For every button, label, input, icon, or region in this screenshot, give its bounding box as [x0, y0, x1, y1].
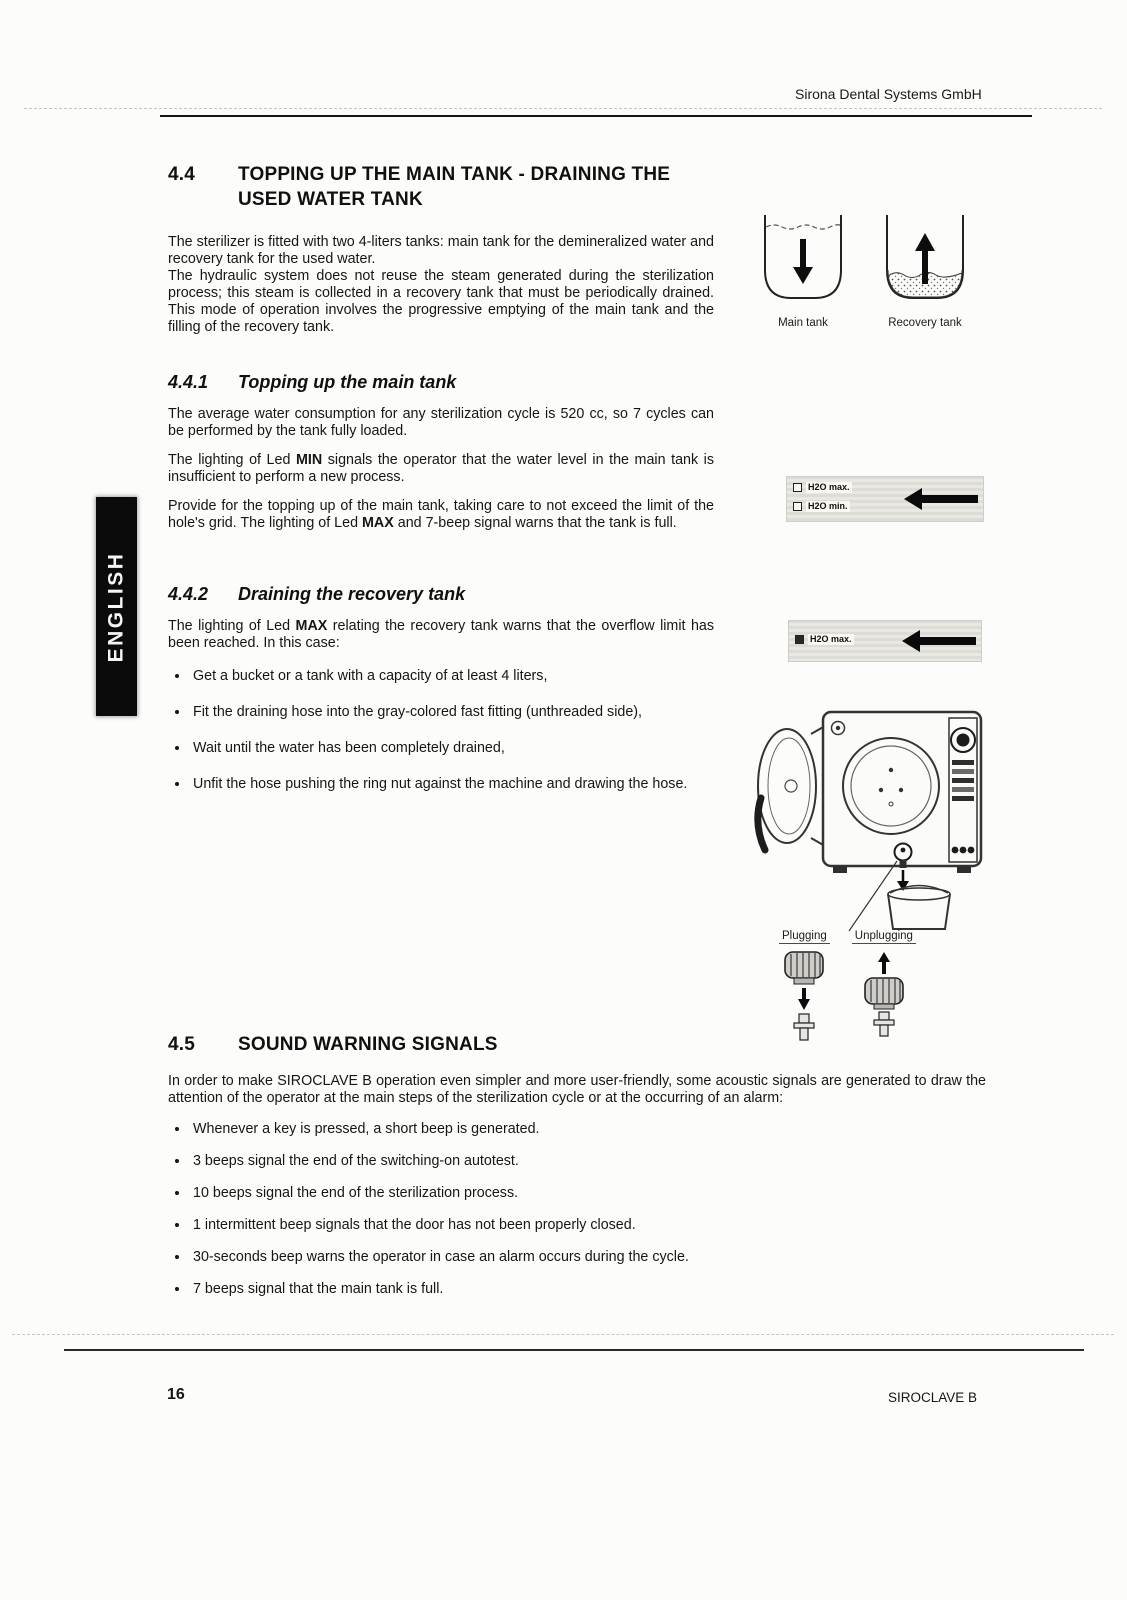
main-tank-label: Main tank — [778, 317, 828, 329]
led-max-indicator — [795, 635, 804, 644]
main-tank-down-arrow-icon — [757, 212, 849, 302]
section-4-5-heading — [168, 1032, 986, 1057]
figure-sterilizer-draining — [751, 700, 993, 932]
led-max-indicator — [793, 483, 802, 492]
section-4-5 — [168, 1032, 986, 1313]
section-4-5-bullet-list — [168, 1121, 986, 1298]
unplugging-connector-icon — [860, 950, 908, 1042]
paragraph: The sterilizer is fitted with two 4-liters tanks: main tank for the demineralized water and recovery tank for the used water. — [168, 234, 714, 267]
paragraph: The hydraulic system does not reuse the steam generated during the sterilization process; this steam is collected in a recovery tank that must be periodically drained. This mode of operation involves the progressive emptying of the main tank and the filling of the recovery tank. — [168, 268, 714, 335]
section-4-4-2-title: Draining the recovery tank — [238, 584, 466, 604]
paragraph — [168, 618, 714, 652]
section-4-5-title: SOUND WARNING SIGNALS — [238, 1034, 498, 1055]
section-4-4-1-heading — [168, 370, 714, 394]
unplugging-label: Unplugging — [852, 930, 916, 944]
paragraph — [168, 498, 714, 532]
scan-artifact-line-bottom — [12, 1334, 1114, 1335]
section-4-4-1-body — [168, 406, 714, 532]
bullet-item: • 1 intermittent beep signals that the door has not been properly closed. — [190, 1217, 986, 1234]
bullet-item: • Get a bucket or a tank with a capacity of at least 4 liters, — [190, 668, 714, 685]
text-run: Provide for the topping up of the main tank, taking care to not exceed the limit of the hole's grid. The lighting of Led — [168, 498, 714, 531]
bullet-item: • 7 beeps signal that the main tank is full. — [190, 1281, 986, 1298]
plugging-connector-icon — [780, 950, 828, 1042]
led-max-word: MAX — [362, 515, 394, 531]
recovery-tank-up-arrow-icon — [879, 212, 971, 302]
header-rule — [160, 115, 1032, 117]
bullet-item: • Unfit the hose pushing the ring nut against the machine and drawing the hose. — [190, 776, 714, 793]
section-4-4-title-line2: USED WATER TANK — [238, 189, 423, 210]
figure-plugging-unplugging — [779, 926, 916, 1042]
section-4-4-1 — [168, 370, 714, 532]
section-4-5-number: 4.5 — [168, 1034, 196, 1055]
paragraph: The average water consumption for any sterilization cycle is 520 cc, so 7 cycles can be performed by the tank fully loaded. — [168, 406, 714, 439]
recovery-tank-diagram — [879, 212, 971, 329]
section-4-4-1-title: Topping up the main tank — [238, 372, 457, 392]
footer-rule — [64, 1349, 1084, 1351]
section-4-4-title-line1: TOPPING UP THE MAIN TANK - DRAINING THE — [238, 164, 671, 185]
bullet-item: • 30-seconds beep warns the operator in case an alarm occurs during the cycle. — [190, 1249, 986, 1266]
language-tab-english — [96, 497, 137, 716]
led-max-row — [793, 482, 852, 493]
figure-tanks — [757, 212, 971, 329]
recovery-tank-label: Recovery tank — [888, 317, 962, 329]
bullet-item: • 10 beeps signal the end of the sterilization process. — [190, 1185, 986, 1202]
plugging-column — [779, 926, 830, 1042]
section-4-4-body — [168, 234, 714, 336]
section-4-4-title — [238, 162, 714, 212]
text-run: relating the recovery tank warns that the overflow limit has been reached. In this case: — [168, 618, 714, 651]
bullet-item: • 3 beeps signal the end of the switching-on autotest. — [190, 1153, 986, 1170]
text-run: The lighting of Led — [168, 452, 296, 468]
bullet-item: • Wait until the water has been completely drained, — [190, 740, 714, 757]
footer-product-name: SIROCLAVE B — [888, 1390, 978, 1405]
text-run: The lighting of Led — [168, 618, 296, 634]
left-arrow-icon — [902, 630, 976, 652]
text-run: signals the operator that the water level in the main tank is insufficient to perform a new process. — [168, 452, 715, 485]
section-4-4-2-number: 4.4.2 — [168, 584, 209, 604]
figure-led-panel-max-min — [786, 476, 984, 522]
sterilizer-machine-illustration — [751, 700, 993, 932]
section-4-4-2-heading — [168, 582, 714, 606]
plugging-label: Plugging — [779, 930, 830, 944]
led-max-row — [795, 634, 854, 645]
left-arrow-icon — [904, 488, 978, 510]
section-4-4-2-bullet-list — [168, 668, 714, 793]
bullet-item: • Fit the draining hose into the gray-colored fast fitting (unthreaded side), — [190, 704, 714, 721]
text-run: and 7-beep signal warns that the tank is full. — [393, 515, 677, 531]
unplugging-column — [852, 926, 916, 1042]
section-4-4-2 — [168, 582, 714, 812]
led-min-row — [793, 501, 850, 512]
section-4-4-2-body — [168, 618, 714, 652]
language-tab-label: ENGLISH — [104, 551, 128, 662]
led-min-label: H2O min. — [808, 501, 848, 511]
figure-led-panel-max — [788, 620, 982, 662]
section-4-5-intro: In order to make SIROCLAVE B operation even simpler and more user-friendly, some acoustic signals are generated to draw the attention of the operator at the main steps of the sterilization cycle or at the occurring of an alarm: — [168, 1073, 986, 1106]
section-4-4-1-number: 4.4.1 — [168, 372, 209, 392]
led-max-label: H2O max. — [810, 634, 852, 644]
led-max-word: MAX — [295, 618, 328, 634]
main-tank-diagram — [757, 212, 849, 329]
led-max-label: H2O max. — [808, 482, 850, 492]
section-4-4-number: 4.4 — [168, 164, 196, 185]
section-4-4-heading — [168, 162, 714, 212]
paragraph — [168, 452, 714, 486]
page-number: 16 — [167, 1386, 185, 1403]
section-4-4 — [168, 162, 714, 336]
scan-artifact-line-top — [24, 108, 1102, 109]
bullet-item: • Whenever a key is pressed, a short beep is generated. — [190, 1121, 986, 1138]
header-company: Sirona Dental Systems GmbH — [795, 86, 982, 102]
led-min-indicator — [793, 502, 802, 511]
led-min-word: MIN — [295, 452, 323, 468]
